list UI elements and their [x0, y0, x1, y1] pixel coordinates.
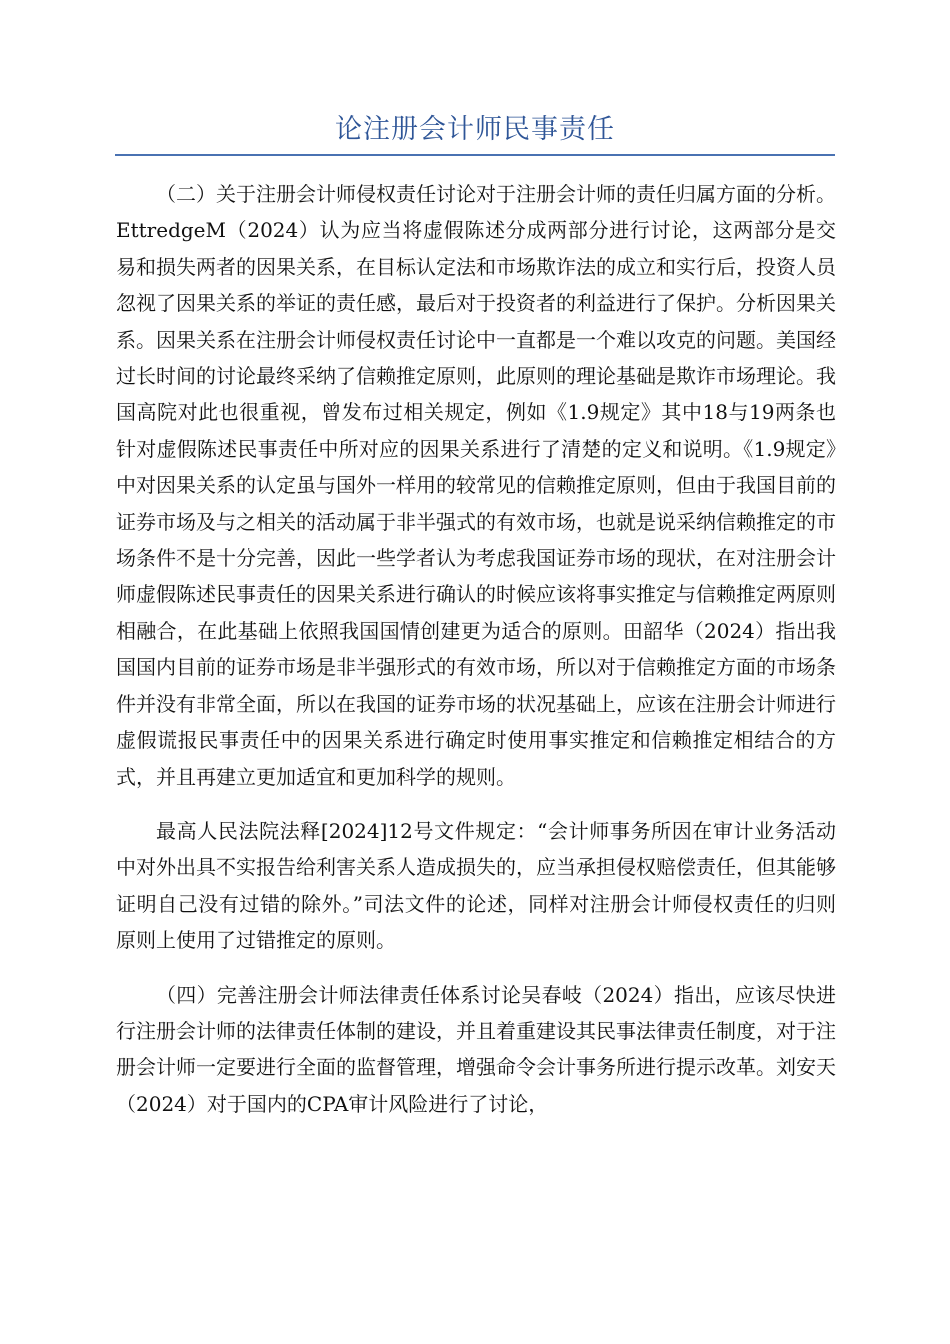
paragraph-supreme-court-ruling: 最高人民法院法释[2024]12号文件规定：“会计师事务所因在审计业务活动中对外出具不实报告给利害关系人造成损失的，应当承担侵权赔偿责任，但其能够证明自己没有过错的除外。”司法文件的论述，同样对注册会计师侵权责任的归则原则上使用了过错推定的原则。 — [116, 818, 836, 953]
title-underline-divider — [115, 154, 835, 156]
document-body — [116, 176, 836, 1140]
paragraph-legal-liability-system: （四）完善注册会计师法律责任体系讨论吴春岐（2024）指出，应该尽快进行注册会计师的法律责任体制的建设，并且着重建设其民事法律责任制度，对于注册会计师一定要进行全面的监督管理，增强命令会计事务所进行提示改革。刘安天（2024）对于国内的CPA审计风险进行了讨论， — [116, 982, 836, 1116]
page-title: 论注册会计师民事责任 — [335, 114, 615, 145]
paragraph-tort-liability: （二）关于注册会计师侵权责任讨论对于注册会计师的责任归属方面的分析。EttredgeM（2024）认为应当将虚假陈述分成两部分进行讨论，这两部分是交易和损失两者的因果关系，在目标认定法和市场欺诈法的成立和实行后，投资人员忽视了因果关系的举证的责任感，最后对于投资者的利益进行了保护。分析因果关系。因果关系在注册会计师侵权责任讨论中一直都是一个难以攻克的问题。美国经过长时间的讨论最终采纳了信赖推定原则，此原则的理论基础是欺诈市场理论。我国高院对此也很重视，曾发布过相关规定，例如《1.9规定》其中18与19两条也针对虚假陈述民事责任中所对应的因果关系进行了清楚的定义和说明。《1.9规定》中对因果关系的认定虽与国外一样用的较常见的信赖推定原则，但由于我国目前的证券市场及与之相关的活动属于非半强式的有效市场，也就是说采纳信赖推定的市场条件不是十分完善，因此一些学者认为考虑我国证券市场的现状，在对注册会计师虚假陈述民事责任的因果关系进行确认的时候应该将事实推定与信赖推定两原则相融合，在此基础上依照我国国情创建更为适合的原则。田韶华（2024）指出我国国内目前的证券市场是非半强形式的有效市场，所以对于信赖推定方面的市场条件并没有非常全面，所以在我国的证券市场的状况基础上，应该在注册会计师进行虚假谎报民事责任中的因果关系进行确定时使用事实推定和信赖推定相结合的方式，并且再建立更加适宜和更加科学的规则。 — [116, 182, 836, 789]
